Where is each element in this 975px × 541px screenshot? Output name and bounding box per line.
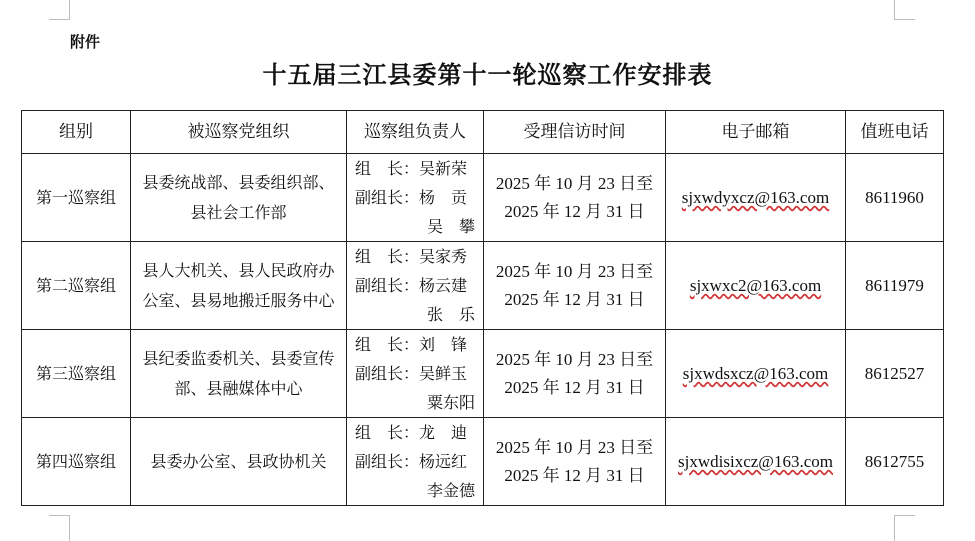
header-email: 电子邮箱	[666, 111, 846, 154]
inspected-units: 县委办公室、县政协机关	[131, 418, 347, 506]
petition-time	[484, 418, 666, 506]
leaders-cell	[347, 154, 484, 242]
inspection-schedule-table	[21, 110, 944, 506]
header-leaders: 巡察组负责人	[347, 111, 484, 154]
table-row	[22, 330, 944, 418]
leaders-cell	[347, 418, 484, 506]
deputy-leader-extra: 粟东阳	[426, 393, 475, 412]
email-address: sjxwdyxcz@163.com	[681, 187, 830, 207]
deputy-leader-extra: 吴 攀	[426, 217, 475, 236]
time-end: 2025 年 12 月 31 日	[504, 465, 645, 485]
petition-time	[484, 242, 666, 330]
deputy-leader-extra: 李金德	[426, 481, 475, 500]
group-name: 第四巡察组	[22, 418, 131, 506]
group-leader: 组 长：龙 迪	[355, 423, 468, 442]
email-cell	[666, 330, 846, 418]
duty-phone: 8611960	[846, 154, 944, 242]
deputy-leader: 副组长：吴鲜玉	[355, 364, 468, 383]
deputy-leader: 副组长：杨 贡	[355, 188, 468, 207]
header-time: 受理信访时间	[484, 111, 666, 154]
deputy-leader: 副组长：杨远红	[355, 452, 468, 471]
email-address: sjxwdsxcz@163.com	[682, 363, 829, 383]
petition-time	[484, 154, 666, 242]
header-group: 组别	[22, 111, 131, 154]
time-end: 2025 年 12 月 31 日	[504, 377, 645, 397]
time-end: 2025 年 12 月 31 日	[504, 289, 645, 309]
duty-phone: 8612527	[846, 330, 944, 418]
table-header-row	[22, 111, 944, 154]
inspected-units: 县人大机关、县人民政府办公室、县易地搬迁服务中心	[131, 242, 347, 330]
group-leader: 组 长：刘 锋	[355, 335, 468, 354]
group-name: 第三巡察组	[22, 330, 131, 418]
crop-mark-bottom-left	[49, 515, 70, 541]
inspected-units: 县纪委监委机关、县委宣传部、县融媒体中心	[131, 330, 347, 418]
email-cell	[666, 242, 846, 330]
email-address: sjxwdisixcz@163.com	[678, 451, 833, 471]
time-start: 2025 年 10 月 23 日至	[495, 349, 654, 369]
time-end: 2025 年 12 月 31 日	[504, 201, 645, 221]
email-cell	[666, 154, 846, 242]
leaders-cell	[347, 242, 484, 330]
group-leader: 组 长：吴新荣	[355, 159, 468, 178]
time-start: 2025 年 10 月 23 日至	[495, 261, 654, 281]
duty-phone: 8612755	[846, 418, 944, 506]
crop-mark-top-right	[894, 0, 915, 20]
email-address: sjxwxc2@163.com	[689, 275, 822, 295]
header-phone: 值班电话	[846, 111, 944, 154]
table-row	[22, 154, 944, 242]
deputy-leader: 副组长：杨云建	[355, 276, 468, 295]
crop-mark-top-left	[49, 0, 70, 20]
time-start: 2025 年 10 月 23 日至	[495, 173, 654, 193]
page-title: 十五届三江县委第十一轮巡察工作安排表	[262, 60, 713, 89]
header-units: 被巡察党组织	[131, 111, 347, 154]
email-cell	[666, 418, 846, 506]
deputy-leader-extra: 张 乐	[426, 305, 475, 324]
table-row	[22, 242, 944, 330]
table-row	[22, 418, 944, 506]
inspected-units: 县委统战部、县委组织部、县社会工作部	[131, 154, 347, 242]
duty-phone: 8611979	[846, 242, 944, 330]
group-leader: 组 长：吴家秀	[355, 247, 468, 266]
group-name: 第二巡察组	[22, 242, 131, 330]
attachment-label: 附件	[70, 33, 101, 51]
petition-time	[484, 330, 666, 418]
leaders-cell	[347, 330, 484, 418]
time-start: 2025 年 10 月 23 日至	[495, 437, 654, 457]
crop-mark-bottom-right	[894, 515, 915, 541]
group-name: 第一巡察组	[22, 154, 131, 242]
